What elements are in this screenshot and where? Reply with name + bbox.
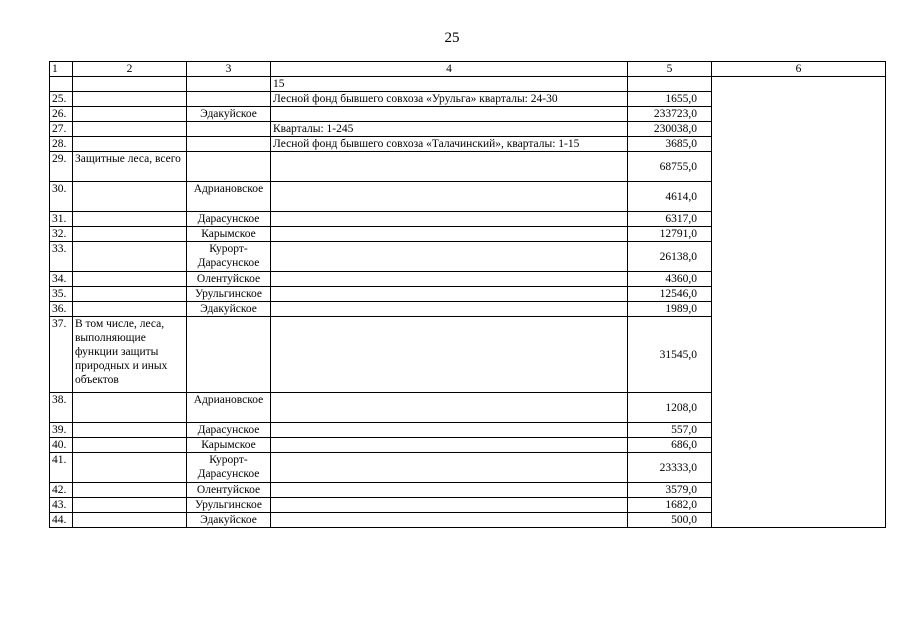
quarters-cell: Лесной фонд бывшего совхоза «Урульга» кварталы: 24-30 — [271, 92, 628, 107]
row-number-cell: 35. — [50, 287, 73, 302]
area-cell: 12546,0 — [628, 287, 712, 302]
area-cell: 557,0 — [628, 423, 712, 438]
district-cell: Эдакуйское — [187, 107, 271, 122]
area-cell: 500,0 — [628, 513, 712, 528]
row-number-cell: 30. — [50, 182, 73, 212]
forest-category-cell — [73, 453, 187, 483]
notes-cell — [712, 77, 886, 528]
row-number-cell: 38. — [50, 393, 73, 423]
header-cell: 6 — [712, 62, 886, 77]
district-cell — [187, 122, 271, 137]
quarters-cell — [271, 393, 628, 423]
area-cell: 686,0 — [628, 438, 712, 453]
quarters-cell — [271, 227, 628, 242]
row-number-cell: 43. — [50, 498, 73, 513]
district-cell: Эдакуйское — [187, 302, 271, 317]
forest-category-cell — [73, 77, 187, 92]
area-cell: 68755,0 — [628, 152, 712, 182]
table-row — [50, 77, 886, 92]
district-cell: Карымское — [187, 438, 271, 453]
forest-category-cell — [73, 122, 187, 137]
quarters-cell — [271, 152, 628, 182]
header-cell: 4 — [271, 62, 628, 77]
area-cell: 23333,0 — [628, 453, 712, 483]
quarters-cell — [271, 423, 628, 438]
district-cell — [187, 152, 271, 182]
row-number-cell: 41. — [50, 453, 73, 483]
district-cell: Адриановское — [187, 182, 271, 212]
quarters-cell: Лесной фонд бывшего совхоза «Талачинский», кварталы: 1-15 — [271, 137, 628, 152]
forest-category-cell — [73, 92, 187, 107]
forest-category-cell: Защитные леса, всего — [73, 152, 187, 182]
quarters-cell — [271, 302, 628, 317]
district-cell: Дарасунское — [187, 212, 271, 227]
area-cell: 4360,0 — [628, 272, 712, 287]
district-cell — [187, 137, 271, 152]
district-cell: Курорт-Дарасунское — [187, 242, 271, 272]
quarters-cell — [271, 212, 628, 227]
forest-table — [49, 61, 886, 528]
forest-category-cell — [73, 242, 187, 272]
row-number-cell: 32. — [50, 227, 73, 242]
row-number-cell: 44. — [50, 513, 73, 528]
quarters-cell — [271, 107, 628, 122]
area-cell: 1682,0 — [628, 498, 712, 513]
quarters-cell — [271, 498, 628, 513]
forest-category-cell — [73, 438, 187, 453]
district-cell: Олентуйское — [187, 483, 271, 498]
quarters-cell — [271, 182, 628, 212]
area-cell: 12791,0 — [628, 227, 712, 242]
quarters-cell — [271, 483, 628, 498]
area-cell: 31545,0 — [628, 317, 712, 393]
row-number-cell: 36. — [50, 302, 73, 317]
area-cell: 1208,0 — [628, 393, 712, 423]
forest-category-cell — [73, 212, 187, 227]
district-cell: Эдакуйское — [187, 513, 271, 528]
quarters-cell — [271, 317, 628, 393]
row-number-cell: 25. — [50, 92, 73, 107]
district-cell: Урульгинское — [187, 287, 271, 302]
area-cell: 6317,0 — [628, 212, 712, 227]
forest-category-cell — [73, 107, 187, 122]
header-cell: 5 — [628, 62, 712, 77]
forest-category-cell — [73, 423, 187, 438]
quarters-cell — [271, 242, 628, 272]
area-cell: 3685,0 — [628, 137, 712, 152]
row-number-cell: 26. — [50, 107, 73, 122]
area-cell: 26138,0 — [628, 242, 712, 272]
district-cell — [187, 92, 271, 107]
district-cell: Адриановское — [187, 393, 271, 423]
row-number-cell: 37. — [50, 317, 73, 393]
forest-category-cell: В том числе, леса, выполняющие функции защиты природных и иных объектов — [73, 317, 187, 393]
forest-category-cell — [73, 137, 187, 152]
district-cell — [187, 77, 271, 92]
forest-category-cell — [73, 393, 187, 423]
header-cell: 3 — [187, 62, 271, 77]
quarters-cell — [271, 453, 628, 483]
area-cell: 3579,0 — [628, 483, 712, 498]
district-cell: Карымское — [187, 227, 271, 242]
forest-category-cell — [73, 272, 187, 287]
row-number-cell: 29. — [50, 152, 73, 182]
row-number-cell: 40. — [50, 438, 73, 453]
district-cell: Олентуйское — [187, 272, 271, 287]
forest-category-cell — [73, 498, 187, 513]
table-header-row — [50, 62, 886, 77]
row-number-cell: 33. — [50, 242, 73, 272]
quarters-cell — [271, 272, 628, 287]
forest-category-cell — [73, 483, 187, 498]
quarters-cell: 15 — [271, 77, 628, 92]
area-cell: 1655,0 — [628, 92, 712, 107]
district-cell: Урульгинское — [187, 498, 271, 513]
forest-category-cell — [73, 302, 187, 317]
row-number-cell — [50, 77, 73, 92]
quarters-cell — [271, 438, 628, 453]
district-cell: Курорт-Дарасунское — [187, 453, 271, 483]
row-number-cell: 34. — [50, 272, 73, 287]
quarters-cell — [271, 513, 628, 528]
area-cell: 1989,0 — [628, 302, 712, 317]
page-number: 25 — [444, 30, 460, 46]
row-number-cell: 39. — [50, 423, 73, 438]
row-number-cell: 27. — [50, 122, 73, 137]
area-cell: 4614,0 — [628, 182, 712, 212]
district-cell — [187, 317, 271, 393]
area-cell: 233723,0 — [628, 107, 712, 122]
row-number-cell: 31. — [50, 212, 73, 227]
forest-category-cell — [73, 287, 187, 302]
area-cell — [628, 77, 712, 92]
forest-category-cell — [73, 182, 187, 212]
row-number-cell: 28. — [50, 137, 73, 152]
row-number-cell: 42. — [50, 483, 73, 498]
quarters-cell — [271, 287, 628, 302]
quarters-cell: Кварталы: 1-245 — [271, 122, 628, 137]
district-cell: Дарасунское — [187, 423, 271, 438]
area-cell: 230038,0 — [628, 122, 712, 137]
header-cell: 2 — [73, 62, 187, 77]
header-cell: 1 — [50, 62, 73, 77]
forest-category-cell — [73, 513, 187, 528]
forest-category-cell — [73, 227, 187, 242]
